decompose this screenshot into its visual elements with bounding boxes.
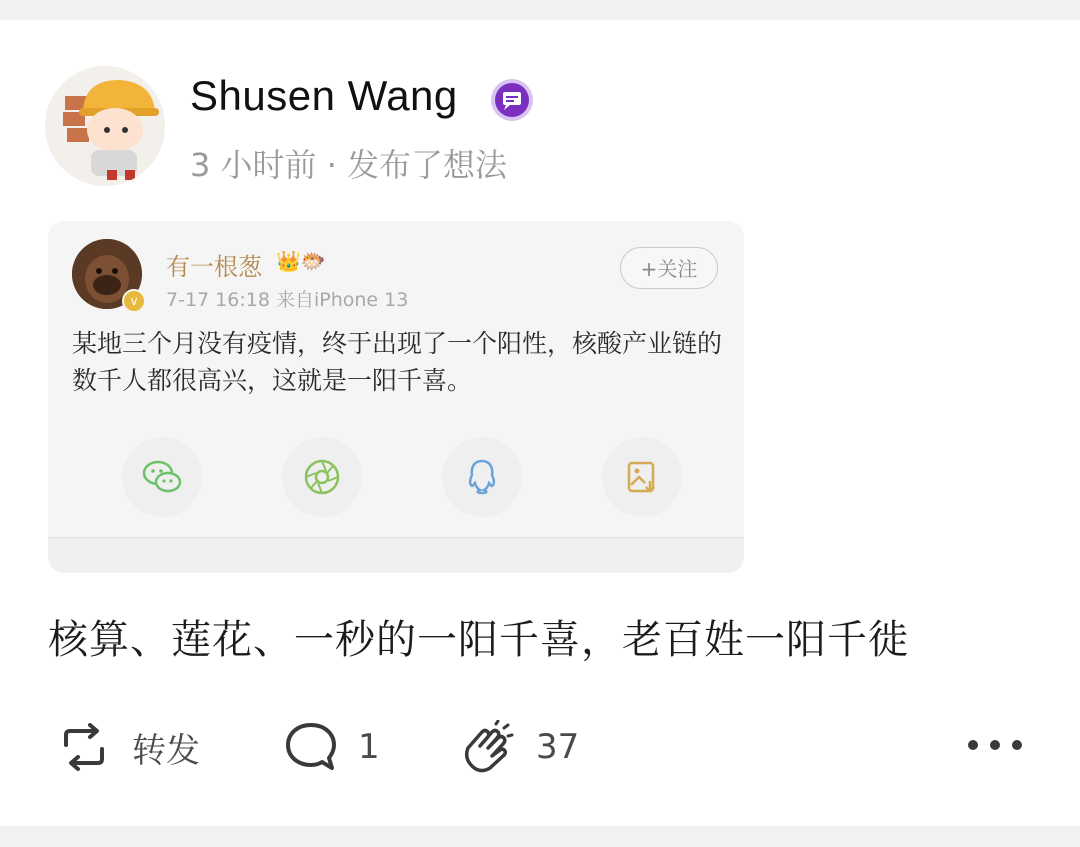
repost-button[interactable] (56, 712, 200, 782)
embed-verified-icon: v (122, 289, 146, 313)
save-image-icon (602, 437, 682, 517)
post-card (0, 20, 1080, 826)
embed-emoji-badges: 👑🐡 (276, 249, 326, 273)
embed-share-row (122, 437, 682, 517)
embed-follow-button: +关注 (620, 247, 718, 289)
comment-button[interactable] (284, 712, 380, 782)
applause-count: 37 (536, 727, 580, 767)
post-meta: 3 小时前 · 发布了想法 (190, 146, 508, 184)
wechat-icon (122, 437, 202, 517)
more-icon[interactable] (968, 740, 1028, 754)
post-body-text: 核算、莲花、一秒的一阳千喜，老百姓一阳千徙 (48, 617, 909, 663)
embed-bottom-bar (48, 537, 744, 573)
applause-button[interactable] (458, 712, 579, 782)
comment-count: 1 (358, 727, 380, 767)
repost-label: 转发 (132, 730, 200, 771)
repost-icon (56, 723, 112, 771)
comment-icon (284, 721, 338, 773)
embed-author-name: 有一根葱 (166, 253, 262, 281)
verified-badge-icon[interactable] (490, 78, 534, 122)
embed-time-source: 7-17 16:18 来自iPhone 13 (166, 289, 409, 311)
embedded-post-image[interactable] (48, 221, 744, 573)
embed-body-text: 某地三个月没有疫情，终于出现了一个阳性，核酸产业链的数千人都很高兴，这就是一阳千喜。 (72, 329, 723, 395)
author-name[interactable]: Shusen Wang (190, 72, 458, 119)
qq-icon (442, 437, 522, 517)
author-avatar[interactable] (45, 66, 165, 186)
moments-icon (282, 437, 362, 517)
applause-icon (458, 720, 516, 774)
action-bar (0, 712, 1080, 782)
